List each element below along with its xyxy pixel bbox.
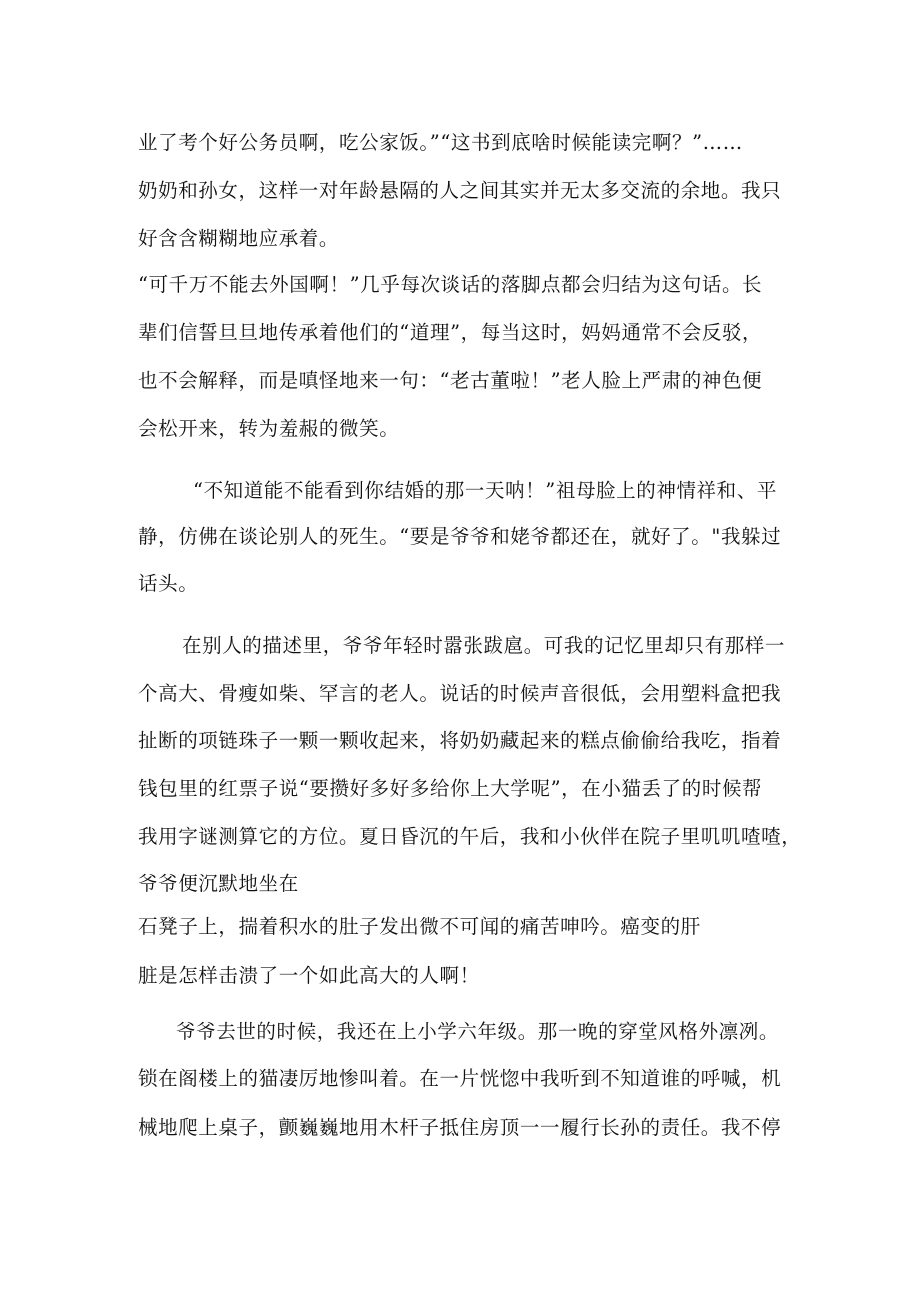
text-line-3: 好含含糊糊地应承着。 [138,227,340,250]
text-line-15: 我用字谜测算它的方位。夏日昏沉的午后，我和小伙伴在院子里叽叽喳喳， [138,825,802,848]
text-line-19: 爷爷去世的时候，我还在上小学六年级。那一晚的穿堂风格外凛冽。 [176,1020,780,1043]
text-line-20: 锁在阁楼上的猫凄厉地惨叫着。在一片恍惚中我听到不知道谁的呼喊，机 [138,1067,782,1090]
text-line-10: 话头。 [138,572,199,595]
text-line-5: 辈们信誓旦旦地传承着他们的“道理”，每当这时，妈妈通常不会反驳， [138,321,763,344]
text-line-18: 脏是怎样击溃了一个如此高大的人啊！ [138,964,480,987]
text-line-7: 会松开来，转为羞赧的微笑。 [138,417,400,440]
text-line-1: 业了考个好公务员啊，吃公家饭。”“这书到底啥时候能读完啊？”…… [138,131,743,154]
text-line-2: 奶奶和孙女，这样一对年龄悬隔的人之间其实并无太多交流的余地。我只 [138,179,782,202]
text-line-11: 在别人的描述里，爷爷年轻时嚣张跋扈。可我的记忆里却只有那样一 [182,634,786,657]
text-line-4: “可千万不能去外国啊！”几乎每次谈话的落脚点都会归结为这句话。长 [138,273,763,296]
text-line-14: 钱包里的红票子说“要攒好多好多给你上大学呢”，在小猫丢了的时候帮 [138,777,763,800]
text-line-8: “不知道能不能看到你结婚的那一天呐！”祖母脸上的神情祥和、平 [193,479,777,502]
text-line-6: 也不会解释，而是嗔怪地来一句：“老古董啦！”老人脸上严肃的神色便 [138,369,763,392]
text-line-12: 个高大、骨瘦如柴、罕言的老人。说话的时候声音很低，会用塑料盒把我 [138,682,782,705]
text-line-13: 扯断的项链珠子一颗一颗收起来，将奶奶藏起来的糕点偷偷给我吃，指着 [138,729,782,752]
text-line-16: 爷爷便沉默地坐在 [138,872,299,895]
text-line-21: 械地爬上桌子，颤巍巍地用木杆子抵住房顶一一履行长孙的责任。我不停 [138,1116,782,1139]
text-line-17: 石凳子上，揣着积水的肚子发出微不可闻的痛苦呻吟。癌变的肝 [138,915,701,938]
text-line-9: 静，仿佛在谈论别人的死生。“要是爷爷和姥爷都还在，就好了。"我躲过 [138,525,782,548]
